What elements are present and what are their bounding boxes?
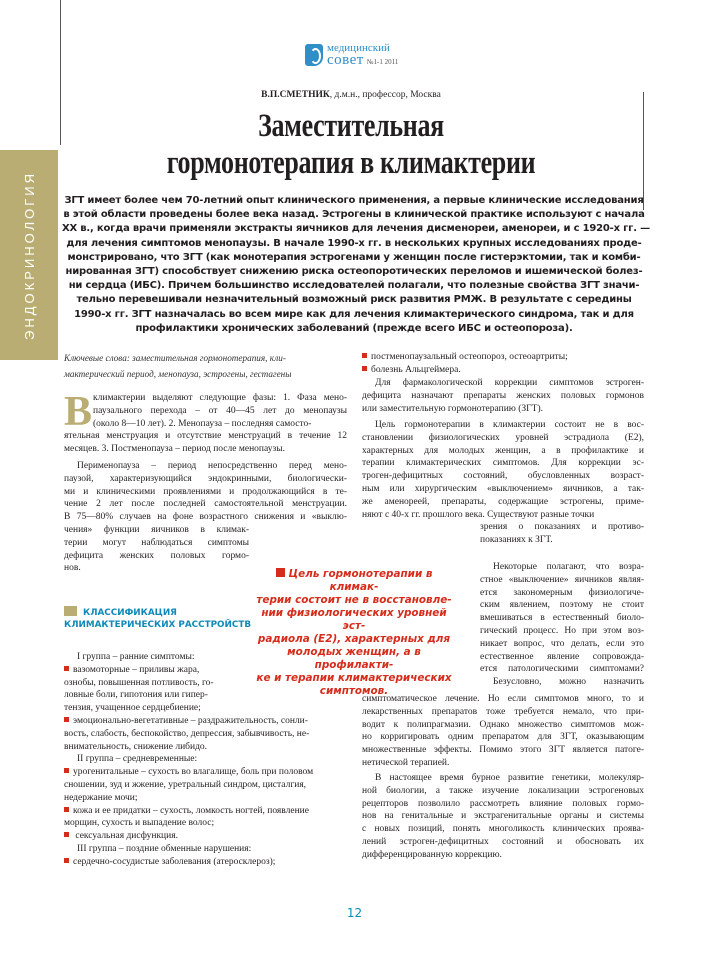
quote-line <box>250 607 458 633</box>
header-rule <box>643 92 644 210</box>
section-label-text: ЭНДОКРИНОЛОГИЯ <box>21 170 37 340</box>
right-p3-line: гический процесс. Но при этом воз- <box>480 625 644 636</box>
right-p3-line: никает вопрос, что делать, если это <box>480 638 644 649</box>
list-item <box>64 753 347 766</box>
right-p2-line: зрения о показаниях и противо- <box>480 522 644 532</box>
list-item-text: III группа – поздние обменные нарушения: <box>77 843 252 854</box>
article-title <box>118 108 584 182</box>
list-item-text: сношении, зуд и жжение, уретральный синдром, цисталгия, <box>64 779 307 790</box>
title-line2: гормонотерапия в климактерии <box>166 145 536 181</box>
list-item <box>64 817 347 830</box>
list-item-text: урогенитальные – сухость во влагалище, боль при половом <box>73 767 314 778</box>
logo-issue: №1-1 2011 <box>366 58 399 66</box>
left-p1-line: климактерии выделяют следующие фазы: 1. Фаза мено- <box>93 393 347 403</box>
right-p4-line: дифференцированную коррекцию. <box>362 849 502 860</box>
list-item-text: тензия, учащенное сердцебиение; <box>64 703 201 714</box>
left-p2-line: чение 2 лет после последней самостоятельной менструации. <box>64 499 347 510</box>
logo-line1: медицинский <box>327 42 390 54</box>
left-p2-line: чения» функции яичников в климак- <box>64 524 249 535</box>
quote-line-text: симптомов. <box>319 685 389 697</box>
left-p1-line: (около 8—10 лет). 2. Менопауза – последняя самосто- <box>93 418 312 429</box>
right-p3-line: нетической терапией. <box>362 757 450 768</box>
right-paragraph-2-cont <box>480 521 644 547</box>
list-item-text: внимательность, снижение либидо. <box>64 741 208 752</box>
bullet-icon <box>64 666 69 671</box>
logo-line2: совет <box>327 52 364 68</box>
quote-line <box>250 646 458 672</box>
list-item-text: болезнь Альцгеймера. <box>371 364 461 375</box>
right-p3-line: вмешиваться в естественный биоло- <box>480 613 644 624</box>
author-details: , д.м.н., профессор, Москва <box>329 90 441 100</box>
lead-line: профилактики хронических заболеваний (прежде всего ИБС и остеопороза). <box>135 322 573 334</box>
bullet-icon <box>64 807 69 812</box>
quote-line <box>250 672 458 685</box>
lead-line: в этой области проведены более века назад. Эстрогены в клинической практике используют с начала <box>63 209 645 221</box>
heading-square-icon <box>64 606 77 616</box>
right-p3-line: Безусловно, можно назначить <box>493 677 644 688</box>
list-item <box>362 364 644 377</box>
right-p2-line: ным или хирургическим «выключением» яичников, а так- <box>362 483 644 494</box>
right-p3-line: но корригировать одним препаратом для ЗГТ, оказывающим <box>362 732 644 743</box>
bullet-icon <box>64 717 69 722</box>
bullet-icon <box>64 768 69 773</box>
quote-line-text: ке и терапии климактерических <box>256 672 452 684</box>
left-p1-line: паузального перехода – от 40—45 лет до менопаузы <box>93 405 347 416</box>
lead-line: нированная ЗГТ) способствует снижению риска остеопоротических переломов и ишемической болез- <box>65 266 643 278</box>
right-p1-line: или заместительную гормонотерапию (ЗГТ). <box>362 403 544 414</box>
list-item-text: вазомоторные – приливы жара, <box>73 664 200 675</box>
article-author <box>60 90 642 100</box>
list-item-text: сердечно-сосудистые заболевания (атеросклероз); <box>73 856 276 867</box>
list-item <box>64 728 347 741</box>
right-p2-line: Цель гормонотерапии в климактерии состоит не в вос- <box>375 420 644 430</box>
right-p3-line: лекарственных препаратов тоже требуется немало, что при- <box>362 706 644 717</box>
right-p3-line: множественные эффекты. Помимо этого ЗГТ является патоге- <box>362 745 644 756</box>
list-item-text: вость, слабость, беспокойство, депрессия, забывчивость, не- <box>64 728 310 739</box>
right-list <box>362 351 644 377</box>
article-lead <box>62 194 650 336</box>
list-item <box>64 830 347 843</box>
list-item-text: кожа и ее придатки – сухость, ломкость ногтей, появление <box>73 805 309 816</box>
list-item <box>64 689 249 702</box>
quote-line <box>250 594 458 607</box>
page-number: 12 <box>346 906 363 920</box>
quote-line-text: нии физиологических уровней эст- <box>261 607 447 632</box>
right-p4-line: с новых позиций, понять многоликость клинических проява- <box>362 824 644 835</box>
lead-line: 1990-х гг. ЗГТ назначалась во всем мире как для лечения климактерического синдрома, так и для <box>74 308 634 320</box>
pull-quote <box>250 568 458 698</box>
list-item-text: постменопаузальный остеопороз, остеоартриты; <box>371 352 568 362</box>
lead-line: XX в., когда врачи применяли экстракты яичников для лечения дисменореи, аменореи, и с 1920-х гг. — <box>62 223 650 235</box>
list-item <box>64 766 347 779</box>
right-p2-line: няют с 40-х гг. прошлого века. Существуют разные точки <box>362 509 595 520</box>
list-item <box>64 792 347 805</box>
bullet-icon <box>362 366 367 371</box>
left-p1-line: месяцев. 3. Постменопауза – период после менопаузы. <box>64 443 285 454</box>
list-item-text: эмоционально-вегетативные – раздражительность, сонли- <box>73 715 308 726</box>
quote-line-text: молодых женщин, а в профилакти- <box>287 646 421 671</box>
list-item <box>64 779 347 792</box>
left-p2-line: терии могут наблюдаться симптомы <box>64 537 249 548</box>
bullet-icon <box>362 353 367 358</box>
right-p1-line: Для фармакологической коррекции симптомов эстроген- <box>375 378 644 388</box>
left-p2-line: дефицита женских половых гормо- <box>64 550 249 561</box>
section-heading <box>64 606 264 631</box>
right-paragraph-3-cont <box>362 693 644 770</box>
quote-square-icon <box>276 568 285 577</box>
right-p4-line: лений эстроген-дефицитных состояний и обосновать их <box>362 836 644 847</box>
quote-line <box>250 568 458 594</box>
left-p2-line: Перименопауза – период непосредственно перед мено- <box>77 461 347 471</box>
list-item <box>64 741 347 754</box>
left-p2-line: ми и клиническими проявлениями и продолжающийся в те- <box>64 486 347 497</box>
right-p2-line: становлении физиологических уровней эстрадиола (Е2), <box>362 432 644 443</box>
right-p3-line: симптоматическое лечение. Но если симптомов много, то и <box>362 694 644 704</box>
drop-cap: В <box>64 389 93 435</box>
right-p3-line: ским явлением, поэтому не стоит <box>480 600 644 611</box>
list-item-text: II группа – средневременные: <box>77 754 198 765</box>
list-item-text: I группа – ранние симптомы: <box>77 652 195 662</box>
left-p1-line: ятельная менструация и отсутствие менструаций в течение 12 <box>64 431 347 441</box>
right-p2-line: терапии климактерических симптомов. Для коррекции эс- <box>362 458 644 469</box>
right-p3-line: стное «выключение» яичников являя- <box>480 574 644 585</box>
keywords-line2: мактерический период, менопауза, эстрогены, гестагены <box>64 369 292 379</box>
list-item-text: сексуальная дисфункция. <box>73 831 178 842</box>
list-item <box>64 843 347 856</box>
right-p4-line: В настоящее время бурное развитие генетики, молекуляр- <box>375 773 644 783</box>
journal-logo <box>305 38 398 72</box>
list-item-text: недержание мочи; <box>64 792 138 803</box>
sidebar-divider <box>60 0 61 145</box>
right-p1-line: дефицита назначают препараты женских половых гормонов <box>362 390 644 401</box>
right-paragraph-2 <box>362 419 644 521</box>
author-name: В.П.СМЕТНИК <box>261 90 330 100</box>
lead-line: для лечения симптомов менопаузы. В начале 1990-х гг. в нескольких крупных исследованиях проде- <box>66 237 642 249</box>
list-item-text: ловные боли, гипотония или гипер- <box>64 690 208 701</box>
quote-line-text: терии состоит не в восстановле- <box>256 594 452 606</box>
left-paragraph-1 <box>93 392 347 430</box>
right-p4-line: рецепторов позволило рассмотреть влияние половых гормо- <box>362 798 644 809</box>
right-paragraph-4 <box>362 772 644 862</box>
lead-line: монстрировано, что ЗГТ (как монотерапия эстрогенами у женщин после гистерэктомии, так и комби- <box>67 251 641 263</box>
list-item-text: ознобы, повышенная потливость, го- <box>64 677 214 688</box>
section-heading-line1: КЛАССИФИКАЦИЯ <box>83 608 177 618</box>
quote-line-text: Цель гормонотерапии в климак- <box>288 568 433 593</box>
quote-line <box>250 633 458 646</box>
right-p2-line: характерных для молодых женщин, а в профилактике и <box>362 445 644 456</box>
lead-line: ни сердца (ИБС). Причем большинство исследователей полагали, что полезные свойства ЗГТ значи- <box>68 280 640 292</box>
right-p4-line: ной биологии, а также изучение локализации эстрогеновых <box>362 785 644 796</box>
right-p4-line: нов на генитальные и экстрагенитальные органы и системы <box>362 811 644 822</box>
section-heading-line2: КЛИМАКТЕРИЧЕСКИХ РАССТРОЙСТВ <box>64 620 252 630</box>
list-item <box>64 805 347 818</box>
right-paragraph-1 <box>362 377 644 415</box>
list-item <box>64 677 249 690</box>
lead-line: тельно перевешивали незначительный возможный риск развития РМЖ. В результате с середины <box>76 294 632 306</box>
left-paragraph-2 <box>64 460 347 575</box>
right-p3-line: Некоторые полагают, что возра- <box>493 562 644 572</box>
left-paragraph-1-cont <box>64 430 347 456</box>
list-item <box>362 351 644 364</box>
bullet-icon <box>64 832 69 837</box>
lead-line: ЗГТ имеет более чем 70-летний опыт клинического применения, а первые клинические исследования <box>64 195 644 206</box>
right-p2-line: показаниях к ЗГТ. <box>480 534 553 545</box>
keywords <box>64 350 347 382</box>
right-p2-line: троген-дефицитных состояний, обусловленных возраст- <box>362 471 644 482</box>
list-item <box>64 702 249 715</box>
quote-line-text: радиола (Е2), характерных для <box>257 633 451 645</box>
list-item <box>64 715 347 728</box>
journal-logo-icon <box>305 44 323 66</box>
keywords-line1: Ключевые слова: заместительная гормонотерапия, кли- <box>64 353 286 363</box>
right-p3-line: ется патологическими симптомами? <box>480 664 644 675</box>
right-p3-line: ется закономерным физиологиче- <box>480 587 644 598</box>
list-item <box>64 856 347 869</box>
right-paragraph-3 <box>480 561 644 689</box>
section-label <box>0 150 58 360</box>
left-p2-line: В 75—80% случаев на фоне возрастного снижения и «выклю- <box>64 512 347 523</box>
list-item-text: морщин, сухость и выпадение волос; <box>64 818 215 829</box>
right-p3-line: водит к полипрагмазии. Однако множество симптомов мож- <box>362 719 644 730</box>
right-p3-line: естественное явление сопровожда- <box>480 651 644 662</box>
bullet-icon <box>64 858 69 863</box>
list-item <box>64 664 249 677</box>
left-p2-line: нов. <box>64 563 81 574</box>
left-p2-line: паузой, характеризующийся эндокринными, биологически- <box>64 473 347 484</box>
right-p2-line: же аменореей, препараты, содержащие эстрогены, приме- <box>362 496 644 507</box>
title-line1: Заместительная <box>258 108 444 144</box>
